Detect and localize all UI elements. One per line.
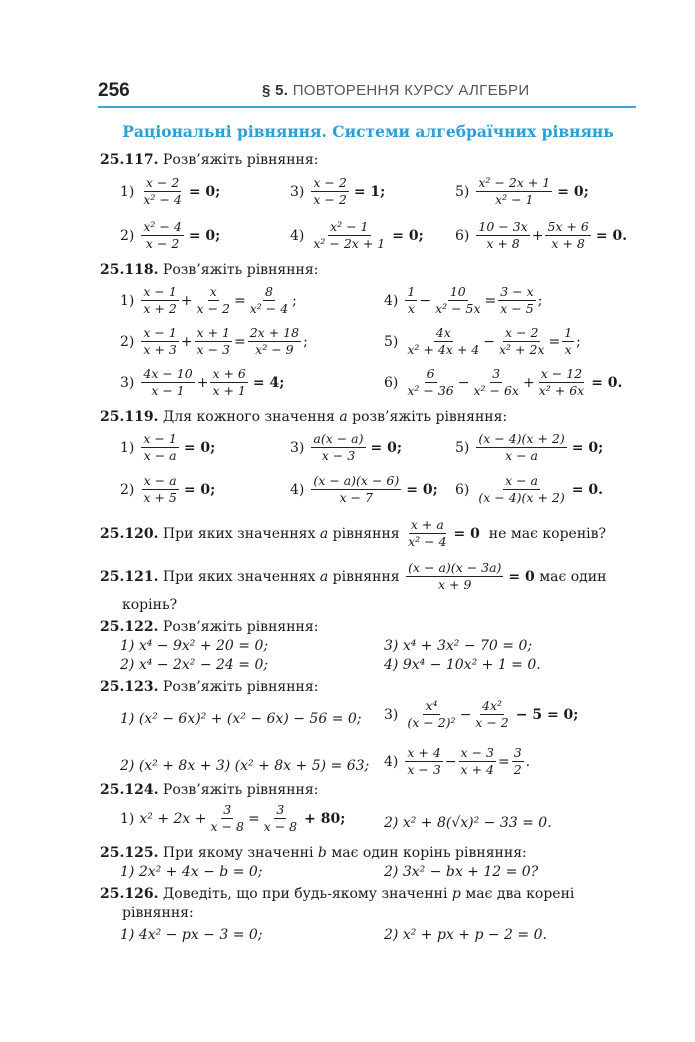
problem-number: 25.118. xyxy=(100,262,159,278)
numerator: x − 2 xyxy=(503,326,540,342)
problem-text: Розв’яжіть рівняння: xyxy=(162,262,319,278)
variable: a xyxy=(319,525,329,542)
eq-117-6 xyxy=(455,220,627,252)
denominator: x² − 4 xyxy=(408,534,447,550)
denominator: (x − 4)(x + 2) xyxy=(478,490,565,506)
eq-label: 3) xyxy=(290,439,305,456)
denominator: x + 8 xyxy=(551,236,585,252)
eq-119-1 xyxy=(120,432,215,464)
problem-number: 25.119. xyxy=(100,409,159,425)
eq-123-2: 2) (x² + 8x + 3) (x² + 8x + 5) = 63; xyxy=(120,758,370,774)
denominator: x − a xyxy=(143,448,177,464)
eq-123-3 xyxy=(384,699,578,731)
operator: + xyxy=(180,292,193,309)
numerator: 3 xyxy=(221,803,233,819)
numerator: x xyxy=(208,285,219,301)
variable: p xyxy=(451,886,461,902)
operator: − xyxy=(483,333,495,350)
problem-number: 25.121. xyxy=(100,568,159,585)
denominator: 2 xyxy=(513,762,522,778)
denominator: x² − 9 xyxy=(255,342,294,358)
eq-126-1: 1) 4x² − px − 3 = 0; xyxy=(120,927,263,943)
eq-122-2: 2) x⁴ − 2x² − 24 = 0; xyxy=(120,657,269,673)
fraction xyxy=(141,176,183,208)
eq-118-1 xyxy=(120,285,297,317)
problem-text: має один xyxy=(539,568,607,585)
fraction xyxy=(405,285,417,317)
eq-118-2 xyxy=(120,326,308,358)
eq-label: 3) xyxy=(120,374,135,391)
denominator: x − 3 xyxy=(407,762,441,778)
eq-125-1: 1) 2x² + 4x − b = 0; xyxy=(120,864,263,880)
rhs: = 0; xyxy=(188,227,221,244)
numerator: x + 6 xyxy=(210,367,247,383)
eq-119-5 xyxy=(455,432,603,464)
problem-number: 25.117. xyxy=(100,152,159,168)
numerator: x − a xyxy=(142,474,179,490)
denominator: x + 1 xyxy=(212,383,246,399)
eq-label: 2) xyxy=(120,227,135,244)
fraction xyxy=(476,220,529,252)
eq-label: 5) xyxy=(384,333,399,350)
numerator: 3 xyxy=(490,367,502,383)
fraction xyxy=(433,285,482,317)
fraction xyxy=(195,326,232,358)
fraction xyxy=(476,176,552,208)
rhs: = 0; xyxy=(392,227,424,244)
section-heading: Раціональні рівняння. Системи алгебраїчних рівнянь xyxy=(122,122,614,141)
problem-25-120 xyxy=(100,518,606,550)
eq-label: 2) xyxy=(120,481,135,498)
problem-text-continued: рівняння: xyxy=(122,905,194,921)
denominator: x² − 1 xyxy=(495,192,534,208)
numerator: 4x − 10 xyxy=(141,367,194,383)
denominator: x² + 6x xyxy=(538,383,585,399)
numerator: 3 − x xyxy=(498,285,535,301)
fraction xyxy=(311,176,348,208)
eq-label: 4) xyxy=(384,292,399,309)
rhs: + 80; xyxy=(304,810,346,827)
fraction xyxy=(141,432,178,464)
numerator: (x − a)(x − 3a) xyxy=(406,561,503,577)
numerator: x − a xyxy=(503,474,540,490)
problem-text: Розв’яжіть рівняння: xyxy=(162,152,319,168)
numerator: 8 xyxy=(263,285,275,301)
fraction xyxy=(405,367,455,399)
eq-label: 1) xyxy=(120,810,135,827)
eq-117-3 xyxy=(290,176,385,208)
denominator: x² − 36 xyxy=(407,383,454,399)
rhs: = 0. xyxy=(591,374,623,391)
problem-text: При якому значенні xyxy=(162,845,314,861)
eq-label: 6) xyxy=(455,227,470,244)
denominator: x² − 4 xyxy=(143,192,182,208)
numerator: 10 xyxy=(448,285,468,301)
fraction xyxy=(497,326,546,358)
eq-122-1: 1) x⁴ − 9x² + 20 = 0; xyxy=(120,638,269,654)
terminator: ; xyxy=(292,292,297,309)
terminator: ; xyxy=(537,292,543,309)
operator: + xyxy=(196,374,209,391)
problem-number: 25.125. xyxy=(100,845,159,861)
fraction xyxy=(141,474,178,506)
fraction xyxy=(562,326,574,358)
denominator: x + 2 xyxy=(143,301,177,317)
fraction xyxy=(498,285,535,317)
numerator: x − 1 xyxy=(141,285,178,301)
problem-text: рівняння xyxy=(332,525,400,542)
fraction xyxy=(262,803,299,835)
running-header xyxy=(262,82,529,99)
eq-label: 5) xyxy=(455,183,470,200)
numerator: 3 xyxy=(274,803,286,819)
denominator: x − a xyxy=(505,448,539,464)
rhs: − 5 = 0; xyxy=(515,706,579,723)
eq-118-6 xyxy=(384,367,622,399)
eq-119-6 xyxy=(455,474,603,506)
expression: x² + 2x + xyxy=(139,810,207,827)
eq-label: 4) xyxy=(290,227,305,244)
fraction xyxy=(195,285,232,317)
problem-25-126-heading xyxy=(100,886,574,902)
variable: a xyxy=(339,409,348,425)
denominator: x + 8 xyxy=(486,236,520,252)
operator: + xyxy=(531,227,544,244)
problem-text-continued: корінь? xyxy=(122,597,178,613)
fraction xyxy=(248,326,301,358)
fraction xyxy=(406,518,448,550)
eq-label: 4) xyxy=(290,481,305,498)
rhs: = 1; xyxy=(353,183,386,200)
terminator: ; xyxy=(303,333,308,350)
eq-124-1 xyxy=(120,803,345,835)
problem-number: 25.120. xyxy=(100,525,159,542)
eq-118-4 xyxy=(384,285,542,317)
fraction xyxy=(545,220,590,252)
denominator: x xyxy=(407,301,415,317)
rhs: = 0; xyxy=(188,183,221,200)
fraction xyxy=(141,285,178,317)
rhs: = 0; xyxy=(183,481,216,498)
rhs: = 0. xyxy=(571,481,603,498)
problem-text: Розв’яжіть рівняння: xyxy=(162,679,319,695)
eq-117-1 xyxy=(120,176,220,208)
eq-label: 1) xyxy=(120,183,135,200)
fraction xyxy=(459,746,496,778)
eq-label: 2) xyxy=(120,333,135,350)
denominator: x² + 2x xyxy=(498,342,545,358)
rhs: = 0 xyxy=(508,568,535,585)
eq-122-3: 3) x⁴ + 3x² − 70 = 0; xyxy=(384,638,533,654)
denominator: x − 3 xyxy=(196,342,230,358)
rhs: = 0 xyxy=(453,525,480,542)
denominator: (x − 2)² xyxy=(407,715,456,731)
numerator: 10 − 3x xyxy=(476,220,529,236)
numerator: x⁴ xyxy=(423,699,439,715)
numerator: 1 xyxy=(405,285,417,301)
operator: = xyxy=(497,753,510,770)
denominator: x + 9 xyxy=(438,577,472,593)
terminator: ; xyxy=(576,333,581,350)
eq-label: 6) xyxy=(455,481,470,498)
operator: − xyxy=(444,753,457,770)
fraction xyxy=(476,474,566,506)
terminator: . xyxy=(525,753,531,770)
fraction xyxy=(311,432,365,464)
problem-text: Доведіть, що при будь-якому значенні xyxy=(162,886,448,902)
page-number: 256 xyxy=(98,80,130,101)
fraction xyxy=(210,367,247,399)
numerator: 4x² xyxy=(480,699,504,715)
operator: − xyxy=(457,374,470,391)
problem-25-117-heading xyxy=(100,152,318,168)
operator: + xyxy=(522,374,535,391)
denominator: x + 4 xyxy=(460,762,494,778)
fraction xyxy=(537,367,586,399)
section-title-header: ПОВТОРЕННЯ КУРСУ АЛГЕБРИ xyxy=(292,82,530,99)
rhs: = 0; xyxy=(571,439,604,456)
eq-124-2: 2) x² + 8(√x)² − 33 = 0. xyxy=(384,815,552,831)
problem-text: При яких значеннях xyxy=(162,525,316,542)
fraction xyxy=(209,803,246,835)
denominator: x − 2 xyxy=(475,715,509,731)
eq-label: 6) xyxy=(384,374,399,391)
numerator: a(x − a) xyxy=(311,432,365,448)
denominator: x + 3 xyxy=(143,342,177,358)
fraction xyxy=(311,474,401,506)
eq-label: 1) xyxy=(120,292,135,309)
numerator: x + a xyxy=(409,518,446,534)
eq-label: 3) xyxy=(384,706,399,723)
numerator: x − 3 xyxy=(459,746,496,762)
denominator: x − 8 xyxy=(210,819,244,835)
problem-25-122-heading xyxy=(100,619,318,635)
denominator: x − 5 xyxy=(500,301,534,317)
denominator: x xyxy=(564,342,572,358)
problem-text: рівняння xyxy=(332,568,400,585)
fraction xyxy=(406,561,503,593)
section-label: § 5. xyxy=(262,82,289,99)
denominator: x − 8 xyxy=(263,819,298,835)
numerator: x² − 4 xyxy=(141,220,183,236)
problem-25-124-heading xyxy=(100,782,318,798)
numerator: (x − a)(x − 6) xyxy=(311,474,401,490)
numerator: x − 12 xyxy=(539,367,584,383)
numerator: x² − 1 xyxy=(328,220,370,236)
denominator: x² − 6x xyxy=(473,383,519,399)
problem-text: розв’яжіть рівняння: xyxy=(352,409,508,425)
denominator: x² − 4 xyxy=(249,301,289,317)
fraction xyxy=(512,746,524,778)
numerator: 1 xyxy=(562,326,574,342)
fraction xyxy=(311,220,387,252)
fraction xyxy=(473,699,510,731)
operator: + xyxy=(180,333,193,350)
denominator: x + 5 xyxy=(143,490,177,506)
fraction xyxy=(248,285,290,317)
denominator: x − 2 xyxy=(313,192,347,208)
problem-text: Для кожного значення xyxy=(162,409,335,425)
numerator: x − 2 xyxy=(311,176,348,192)
header-rule xyxy=(98,106,636,108)
variable: a xyxy=(319,568,329,585)
eq-117-5 xyxy=(455,176,589,208)
numerator: x + 1 xyxy=(195,326,232,342)
numerator: 5x + 6 xyxy=(545,220,590,236)
problem-text: При яких значеннях xyxy=(162,568,316,585)
fraction xyxy=(472,367,521,399)
denominator: x − 7 xyxy=(339,490,374,506)
rhs: = 0; xyxy=(557,183,589,200)
rhs: = 0; xyxy=(406,481,438,498)
rhs: = 0; xyxy=(370,439,403,456)
numerator: (x − 4)(x + 2) xyxy=(476,432,566,448)
problem-25-118-heading xyxy=(100,262,318,278)
denominator: x² − 2x + 1 xyxy=(313,236,386,252)
numerator: x − 2 xyxy=(144,176,181,192)
fraction xyxy=(141,220,183,252)
eq-122-4: 4) 9x⁴ − 10x² + 1 = 0. xyxy=(384,657,541,673)
eq-label: 5) xyxy=(455,439,470,456)
rhs: = 0; xyxy=(183,439,216,456)
numerator: 3 xyxy=(512,746,524,762)
operator: = xyxy=(233,333,246,350)
numerator: x + 4 xyxy=(405,746,442,762)
eq-label: 3) xyxy=(290,183,305,200)
problem-number: 25.122. xyxy=(100,619,159,635)
fraction xyxy=(405,699,457,731)
numerator: x − 1 xyxy=(141,432,178,448)
operator: − xyxy=(419,292,432,309)
problem-text: має один корінь рівняння: xyxy=(331,845,527,861)
eq-117-2 xyxy=(120,220,220,252)
numerator: x − 1 xyxy=(141,326,178,342)
problem-25-123-heading xyxy=(100,679,318,695)
rhs: = 0. xyxy=(595,227,628,244)
problem-text: не має коренів? xyxy=(488,525,607,542)
eq-119-3 xyxy=(290,432,402,464)
rhs: = 4; xyxy=(252,374,285,391)
fraction xyxy=(141,326,178,358)
fraction xyxy=(405,746,442,778)
problem-25-121 xyxy=(100,561,606,593)
eq-117-4 xyxy=(290,220,424,252)
denominator: x − 2 xyxy=(196,301,230,317)
problem-number: 25.124. xyxy=(100,782,159,798)
denominator: x² + 4x + 4 xyxy=(407,342,480,358)
problem-text: має два корені xyxy=(465,886,575,902)
problem-text: Розв’яжіть рівняння: xyxy=(162,619,319,635)
numerator: 4x xyxy=(434,326,453,342)
numerator: 2x + 18 xyxy=(248,326,301,342)
problem-25-119-heading xyxy=(100,409,507,425)
operator: − xyxy=(459,706,472,723)
problem-number: 25.126. xyxy=(100,886,159,902)
eq-label: 1) xyxy=(120,439,135,456)
variable: b xyxy=(317,845,327,861)
operator: = xyxy=(233,292,246,309)
fraction xyxy=(476,432,566,464)
eq-119-2 xyxy=(120,474,215,506)
operator: = xyxy=(247,810,260,827)
eq-119-4 xyxy=(290,474,438,506)
eq-126-2: 2) x² + px + p − 2 = 0. xyxy=(384,927,547,943)
eq-label: 4) xyxy=(384,753,399,770)
problem-text: Розв’яжіть рівняння: xyxy=(162,782,319,798)
problem-25-125-heading xyxy=(100,845,527,861)
denominator: x − 3 xyxy=(321,448,356,464)
eq-125-2: 2) 3x² − bx + 12 = 0? xyxy=(384,864,539,880)
eq-118-3 xyxy=(120,367,284,399)
numerator: x² − 2x + 1 xyxy=(476,176,552,192)
operator: = xyxy=(484,292,497,309)
fraction xyxy=(405,326,481,358)
denominator: x − 1 xyxy=(151,383,185,399)
eq-123-4 xyxy=(384,746,530,778)
eq-118-5 xyxy=(384,326,581,358)
denominator: x − 2 xyxy=(145,236,180,252)
fraction xyxy=(141,367,194,399)
operator: = xyxy=(548,333,561,350)
denominator: x² − 5x xyxy=(435,301,481,317)
numerator: 6 xyxy=(425,367,437,383)
eq-123-1: 1) (x² − 6x)² + (x² − 6x) − 56 = 0; xyxy=(120,711,362,727)
problem-number: 25.123. xyxy=(100,679,159,695)
